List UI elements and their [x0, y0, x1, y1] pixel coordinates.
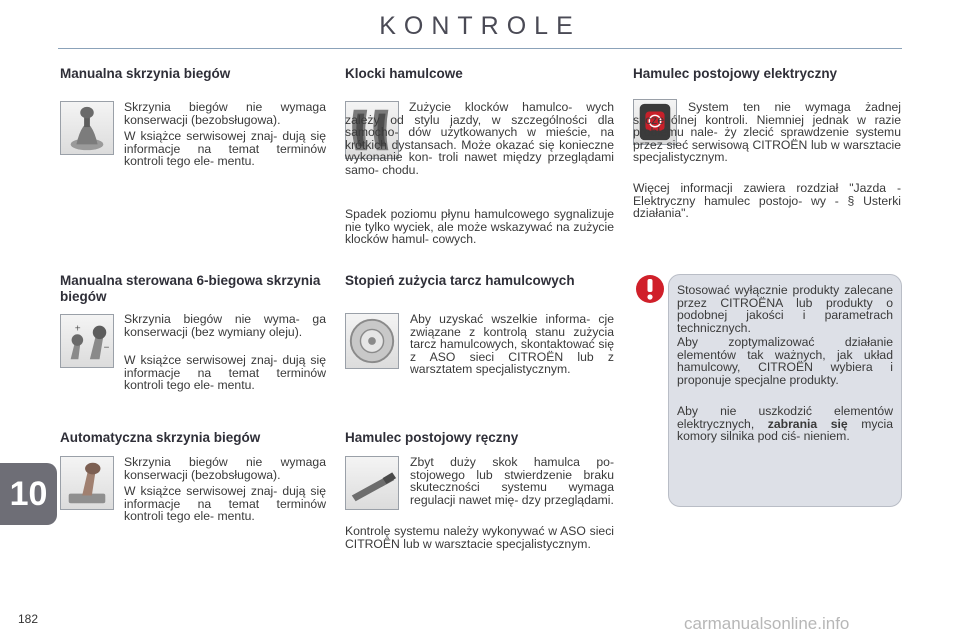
- heading-auto-manual-gearbox: Manualna sterowana 6-biegowa skrzynia biegów: [60, 273, 321, 304]
- title-divider: [58, 48, 902, 49]
- gear-lever-icon: [60, 101, 114, 155]
- electric-parking-brake-text-1: System ten nie wymaga żadnej szczególnej kontroli. Niemniej jednak w razie problemu nale- ży zlecić sprawdzenie systemu przez sieć serwisową CITROËN lub w warsztacie specjalistycznym.: [633, 100, 901, 164]
- svg-text:+: +: [74, 323, 81, 333]
- brake-disc-icon: [345, 313, 399, 369]
- heading-automatic-gearbox: Automatyczna skrzynia biegów: [60, 430, 261, 445]
- heading-electric-parking-brake: Hamulec postojowy elektryczny: [633, 66, 838, 81]
- watermark: carmanualsonline.info: [684, 614, 850, 633]
- manual-gearbox-text-1: Skrzynia biegów nie wymaga konserwacji (bezobsługowa).: [124, 100, 326, 127]
- warning-text-3-end: mycia komory silnika pod ciś- nieniem.: [677, 416, 894, 443]
- warning-text-2: Aby zoptymalizować działanie elementów tak ważnych, jak układ hamulcowy, CITROËN wybiera i proponuje specjalne produkty.: [677, 335, 893, 387]
- auto-manual-gearbox-text-1: Skrzynia biegów nie wyma- ga konserwacji (bez wymiany oleju).: [124, 312, 326, 339]
- hand-brake-text-2: Kontrolę systemu należy wykonywać w ASO sieci CITROËN lub w warsztacie specjalistycznym.: [345, 524, 614, 551]
- heading-disc-wear: Stopień zużycia tarcz hamulcowych: [345, 273, 575, 288]
- heading-brake-pads: Klocki hamulcowe: [345, 66, 463, 81]
- warning-text-3: [677, 405, 893, 443]
- automatic-gear-lever-icon: [60, 456, 114, 510]
- automatic-gearbox-text-1: Skrzynia biegów nie wymaga konserwacji (bezobsługowa).: [124, 455, 326, 482]
- electric-parking-brake-text-2: Więcej informacji zawiera rozdział "Jazda - Elektryczny hamulec postojo- wy - § Usterki działania".: [633, 181, 901, 220]
- exclamation-warning-icon: [635, 274, 665, 304]
- warning-text-1: Stosować wyłącznie produkty zalecane przez CITROËNA lub produkty o podobnej jakości i parametrach technicznych.: [677, 283, 893, 335]
- page-number: 182: [18, 612, 39, 626]
- page-title: KONTROLE: [379, 12, 581, 40]
- sequential-gear-lever-icon: [60, 314, 114, 368]
- hand-brake-lever-icon: [345, 456, 399, 510]
- svg-text:−: −: [103, 342, 110, 352]
- warning-text-3-bold: zabrania się: [767, 416, 848, 431]
- automatic-gearbox-text-2: W książce serwisowej znaj- dują się informacje na temat terminów kontroli tego ele- mentu.: [124, 484, 326, 523]
- heading-hand-brake: Hamulec postojowy ręczny: [345, 430, 519, 445]
- hand-brake-text-1: Zbyt duży skok hamulca po- stojowego lub stwierdzenie braku skuteczności systemu wymaga regulacji nawet mię- dzy przeglądami.: [410, 455, 614, 507]
- auto-manual-gearbox-text-2: W książce serwisowej znaj- dują się informacje na temat terminów kontroli tego ele- mentu.: [124, 353, 326, 392]
- disc-wear-text-1: Aby uzyskać wszelkie informa- cje związane z kontrolą stanu zużycia tarcz hamulcowych, skontaktować się z ASO sieci CITROËN lub z warsztatem specjalistycznym.: [410, 312, 614, 376]
- heading-manual-gearbox: Manualna skrzynia biegów: [60, 66, 231, 81]
- brake-pads-text-1: Zużycie klocków hamulco- wych zależy od stylu jazdy, w szczególności dla samocho- dów użytkowanych w mieście, na krótkich dystansach. Może okazać się konieczne wykonanie kon- troli nawet między przeglądami samo- chodu.: [345, 100, 614, 177]
- manual-gearbox-text-2: W książce serwisowej znaj- dują się informacje na temat terminów kontroli tego ele- mentu.: [124, 129, 326, 168]
- brake-pads-text-2: Spadek poziomu płynu hamulcowego sygnalizuje nie tylko wyciek, ale może wskazywać na zużycie klocków hamul- cowych.: [345, 207, 614, 246]
- warning-text-3-start: Aby nie uszkodzić elementów elektrycznych,: [677, 404, 893, 431]
- chapter-tab: 10: [0, 463, 57, 525]
